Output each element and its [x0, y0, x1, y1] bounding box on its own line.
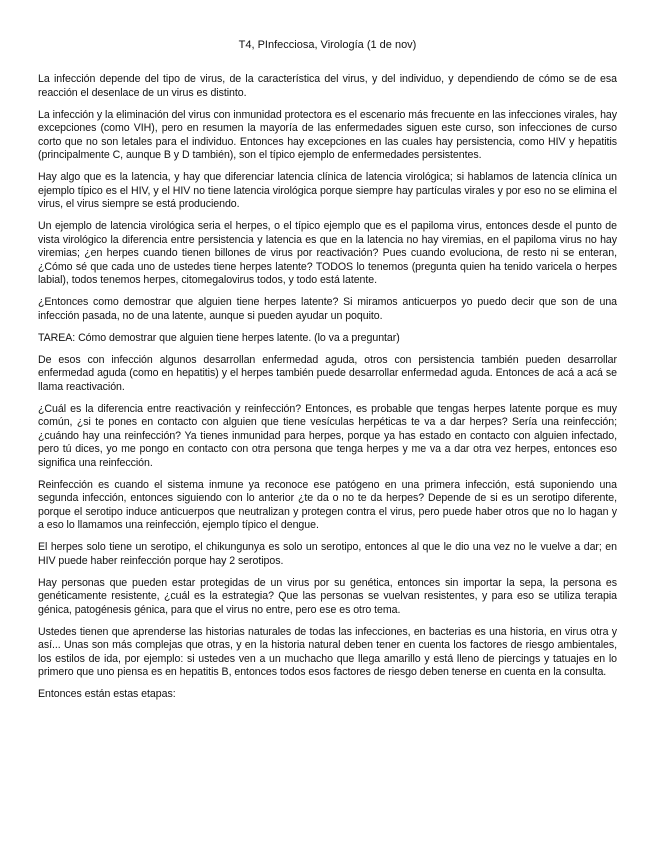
paragraph-3: Hay algo que es la latencia, y hay que diferenciar latencia clínica de latencia virológica; si hablamos de latencia clínica un ejemplo típico es el HIV, y el HIV no tiene latencia virológica porque siempre hay partículas virales y por eso no se elimina el virus, el virus siempre se está produciendo. [38, 171, 617, 210]
paragraph-12: Ustedes tienen que aprenderse las historias naturales de todas las infecciones, en bacterias es una historia, en virus otra y así... Unas son más complejas que otras, y en la historia natural deben tener en cuenta los factores de riesgo ambientales, los estilos de ida, por ejemplo: si ustedes ven a un muchacho que llega amarillo y está lleno de piercings y tatuajes en lo primero que uno piensa es en hepatitis B, entonces todos esos factores de riesgo deben tenerse en cuenta en la consulta. [38, 625, 617, 678]
document-title: T4, PInfecciosa, Virología (1 de nov) [238, 39, 417, 51]
paragraph-7: De esos con infección algunos desarrollan enfermedad aguda, otros con persistencia también pueden desarrollar enfermedad aguda (como en hepatitis) y el herpes también puede desarrollar enfermedad aguda. Entonces de acá a acá se llama reactivación. [38, 353, 617, 393]
paragraph-2: La infección y la eliminación del virus con inmunidad protectora es el escenario más frecuente en las infecciones virales, hay excepciones (como VIH), pero en resumen la mayoría de las enfermedades siguen este curso, son infecciones de curso corto que no son letales para el individuo. Entonces hay excepciones en las cuales hay persistencia, como HIV y hepatitis (principalmente C, aunque B y D también), son el típico ejemplo de enfermedades persistentes. [38, 108, 617, 161]
paragraph-1: La infección depende del tipo de virus, de la característica del virus, y del individuo, y dependiendo de cómo se de esa reacción el desenlace de un virus es distinto. [38, 73, 617, 99]
paragraph-8: ¿Cuál es la diferencia entre reactivación y reinfección? Entonces, es probable que tengas herpes latente porque es muy común, ¿si te pones en contacto con alguien que tiene vesículas herpéticas te va a dar herpes? Sería una reinfección; ¿cuándo hay una reinfección? Ya tienes inmunidad para herpes, porque ya has estado en contacto con alguien infectado, pero tú dices, yo me pongo en contacto con otra persona que tenga herpes y me va a dar otra vez herpes, entonces eso significa una reinfección. [38, 402, 617, 469]
paragraph-homework: TAREA: Cómo demostrar que alguien tiene herpes latente. (lo va a preguntar) [38, 331, 400, 344]
paragraph-11: Hay personas que pueden estar protegidas de un virus por su genética, entonces sin importar la sepa, la persona es genéticamente resistente, ¿cuál es la estrategia? Que las personas se vuelvan resistentes, y para eso se utiliza terapia génica, patogénesis génica, para que el virus no entre, pero ese es otro tema. [38, 576, 617, 616]
paragraph-4: Un ejemplo de latencia virológica seria el herpes, o el típico ejemplo que es el papiloma virus, entonces desde el punto de vista virológico la diferencia entre persistencia y latencia es que en la latencia no hay viremias, en el papiloma virus no hay viremias; ¿en herpes cuando tienen billones de virus por reactivación? Pues cuando evoluciona, de resto ni se enteran, ¿Cómo sé que cada uno de ustedes tiene herpes latente? TODOS lo tenemos (pregunta quien ha tenido varicela o herpes labial), todos tenemos herpes, citomegalovirus todos, y todo está latente. [38, 220, 617, 286]
paragraph-9: Reinfección es cuando el sistema inmune ya reconoce ese patógeno en una primera infección, está suponiendo una segunda infección, entonces siguiendo con lo anterior ¿te da o no te da herpes? Depende de si es un serotipo diferente, porque el serotipo induce anticuerpos que neutralizan y protegen contra el virus, pero puede haber otros que no lo hagan y a eso lo llamamos una reinfección, ejemplo típico el dengue. [38, 478, 617, 531]
paragraph-5: ¿Entonces como demostrar que alguien tiene herpes latente? Si miramos anticuerpos yo puedo decir que son de una infección pasada, no de una latente, aunque si pueden ayudar un poquito. [38, 296, 617, 322]
paragraph-10: El herpes solo tiene un serotipo, el chikungunya es solo un serotipo, entonces al que le dio una vez no le vuelve a dar; en HIV puede haber reinfección porque hay 2 serotipos. [38, 541, 617, 567]
paragraph-13: Entonces están estas etapas: [38, 688, 176, 700]
